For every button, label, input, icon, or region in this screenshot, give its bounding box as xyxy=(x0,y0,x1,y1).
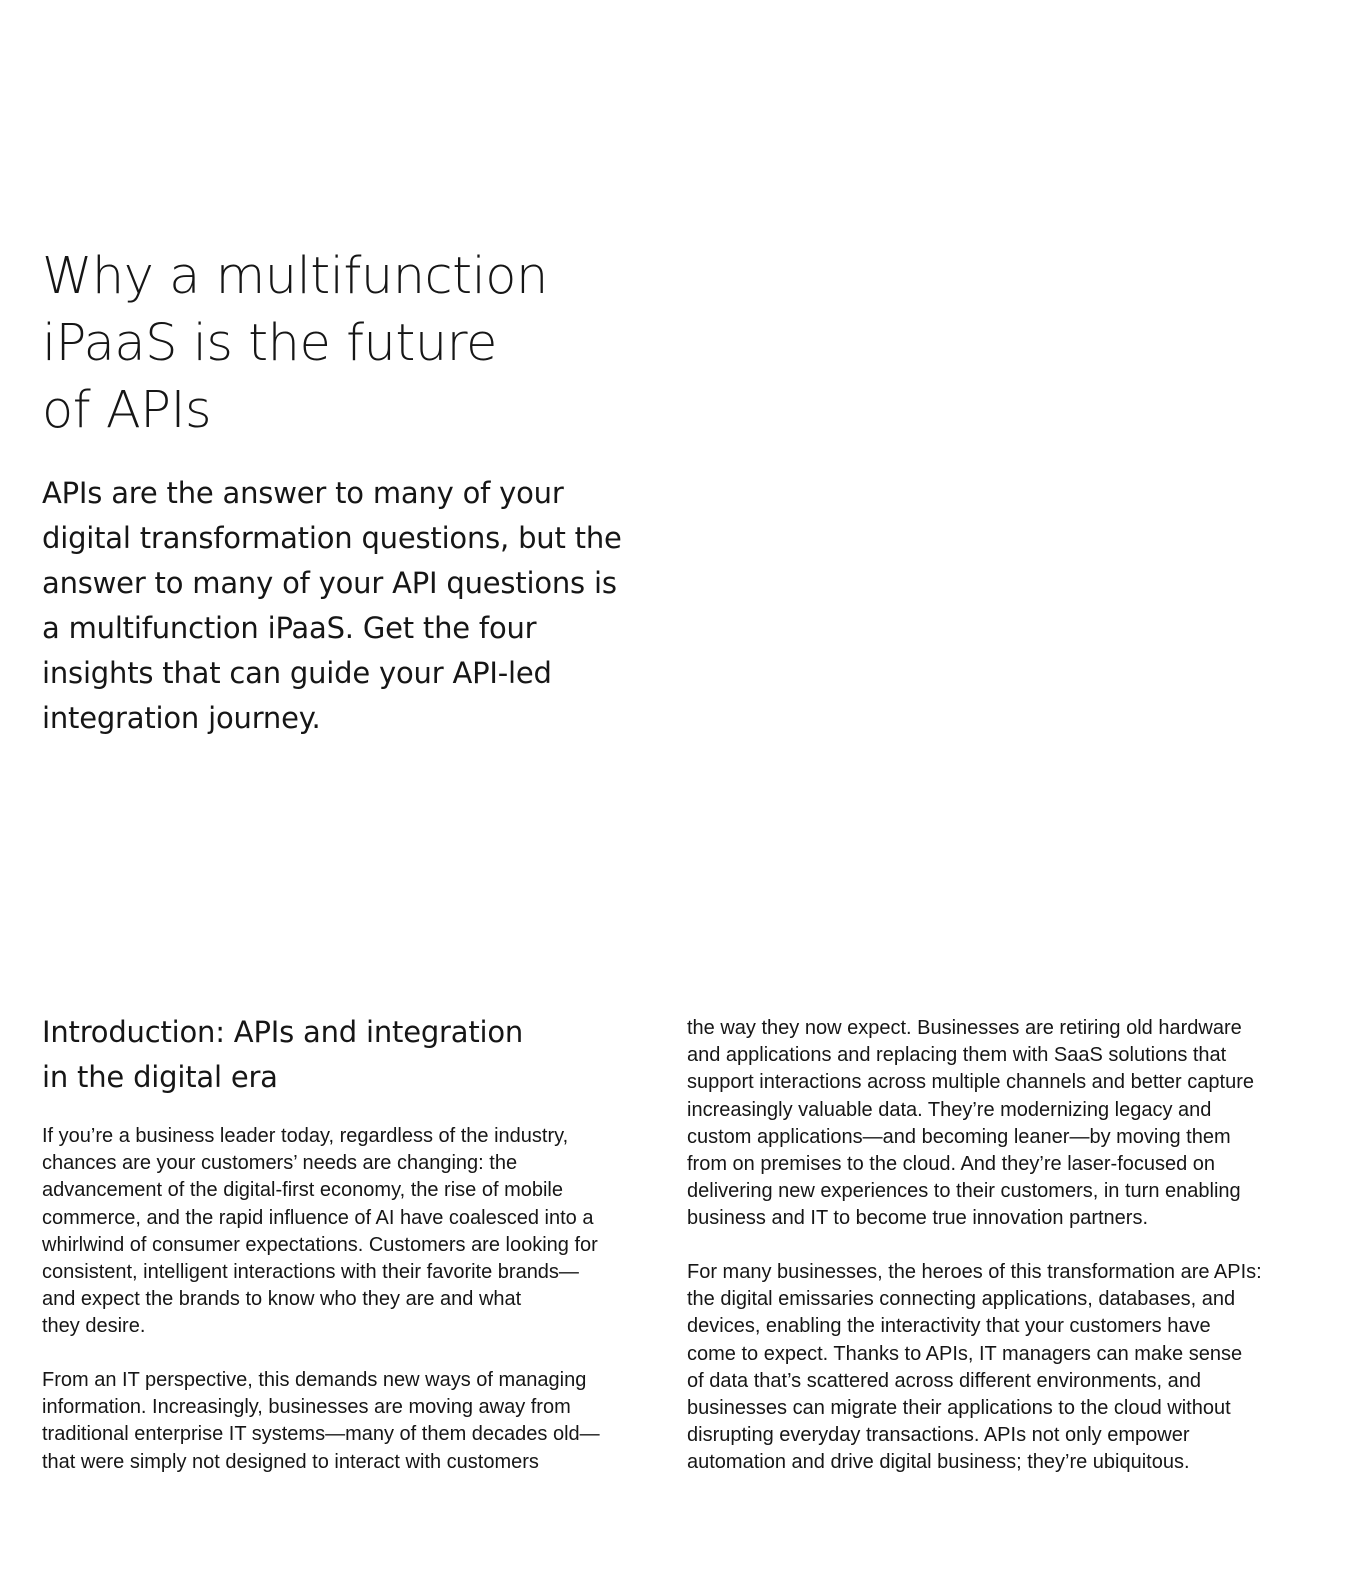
text-line: and applications and replacing them with SaaS solutions that xyxy=(687,1044,1227,1067)
text-line: increasingly valuable data. They’re modernizing legacy and xyxy=(687,1098,1212,1121)
text-line: the way they now expect. Businesses are retiring old hardware xyxy=(687,1017,1242,1039)
lead-line: answer to many of your API questions is xyxy=(42,566,617,600)
text-line: chances are your customers’ needs are changing: the xyxy=(42,1152,518,1175)
text-line: If you’re a business leader today, regardless of the industry, xyxy=(42,1125,569,1147)
body-paragraph-3 xyxy=(687,1015,1307,1233)
text-line: delivering new experiences to their customers, in turn enabling xyxy=(687,1180,1241,1203)
text-line: of data that’s scattered across different environments, and xyxy=(687,1369,1202,1392)
title-line: of APIs xyxy=(42,381,212,440)
text-line: information. Increasingly, businesses are moving away from xyxy=(42,1396,571,1419)
body-paragraph-4 xyxy=(687,1259,1307,1477)
lead-paragraph xyxy=(42,471,682,741)
text-line: devices, enabling the interactivity that your customers have xyxy=(687,1315,1211,1338)
text-line: they desire. xyxy=(42,1315,146,1338)
lead-line: integration journey. xyxy=(42,701,321,735)
body-paragraph-1 xyxy=(42,1123,642,1341)
text-line: advancement of the digital-first economy, the rise of mobile xyxy=(42,1179,563,1202)
text-line: automation and drive digital business; they’re ubiquitous. xyxy=(687,1451,1190,1474)
lead-line: digital transformation questions, but the xyxy=(42,521,622,555)
lead-line: APIs are the answer to many of your xyxy=(42,476,564,510)
text-line: disrupting everyday transactions. APIs not only empower xyxy=(687,1424,1190,1447)
text-line: that were simply not designed to interact with customers xyxy=(42,1450,539,1473)
text-line: come to expect. Thanks to APIs, IT managers can make sense xyxy=(687,1342,1243,1365)
lead-line: a multifunction iPaaS. Get the four xyxy=(42,611,537,645)
text-line: traditional enterprise IT systems—many of them decades old— xyxy=(42,1423,600,1446)
text-line: business and IT to become true innovation partners. xyxy=(687,1207,1149,1230)
text-line: commerce, and the rapid influence of AI have coalesced into a xyxy=(42,1206,594,1229)
text-line: consistent, intelligent interactions with their favorite brands— xyxy=(42,1261,579,1284)
title-line: iPaaS is the future xyxy=(42,314,497,373)
section-heading xyxy=(42,1010,662,1100)
text-line: the digital emissaries connecting applications, databases, and xyxy=(687,1288,1236,1311)
text-line: whirlwind of consumer expectations. Customers are looking for xyxy=(42,1233,598,1256)
text-line: From an IT perspective, this demands new ways of managing xyxy=(42,1369,587,1391)
text-line: For many businesses, the heroes of this transformation are APIs: xyxy=(687,1261,1262,1283)
heading-line: Introduction: APIs and integration xyxy=(42,1015,524,1049)
text-line: and expect the brands to know who they are and what xyxy=(42,1288,522,1311)
page-title xyxy=(42,243,662,444)
title-line: Why a multifunction xyxy=(42,247,548,306)
lead-line: insights that can guide your API-led xyxy=(42,656,552,690)
text-line: businesses can migrate their applications to the cloud without xyxy=(687,1397,1231,1420)
heading-line: in the digital era xyxy=(42,1060,278,1094)
text-line: custom applications—and becoming leaner—by moving them xyxy=(687,1125,1231,1148)
text-line: from on premises to the cloud. And they’re laser-focused on xyxy=(687,1153,1216,1176)
text-line: support interactions across multiple channels and better capture xyxy=(687,1071,1254,1094)
body-paragraph-2 xyxy=(42,1367,642,1476)
